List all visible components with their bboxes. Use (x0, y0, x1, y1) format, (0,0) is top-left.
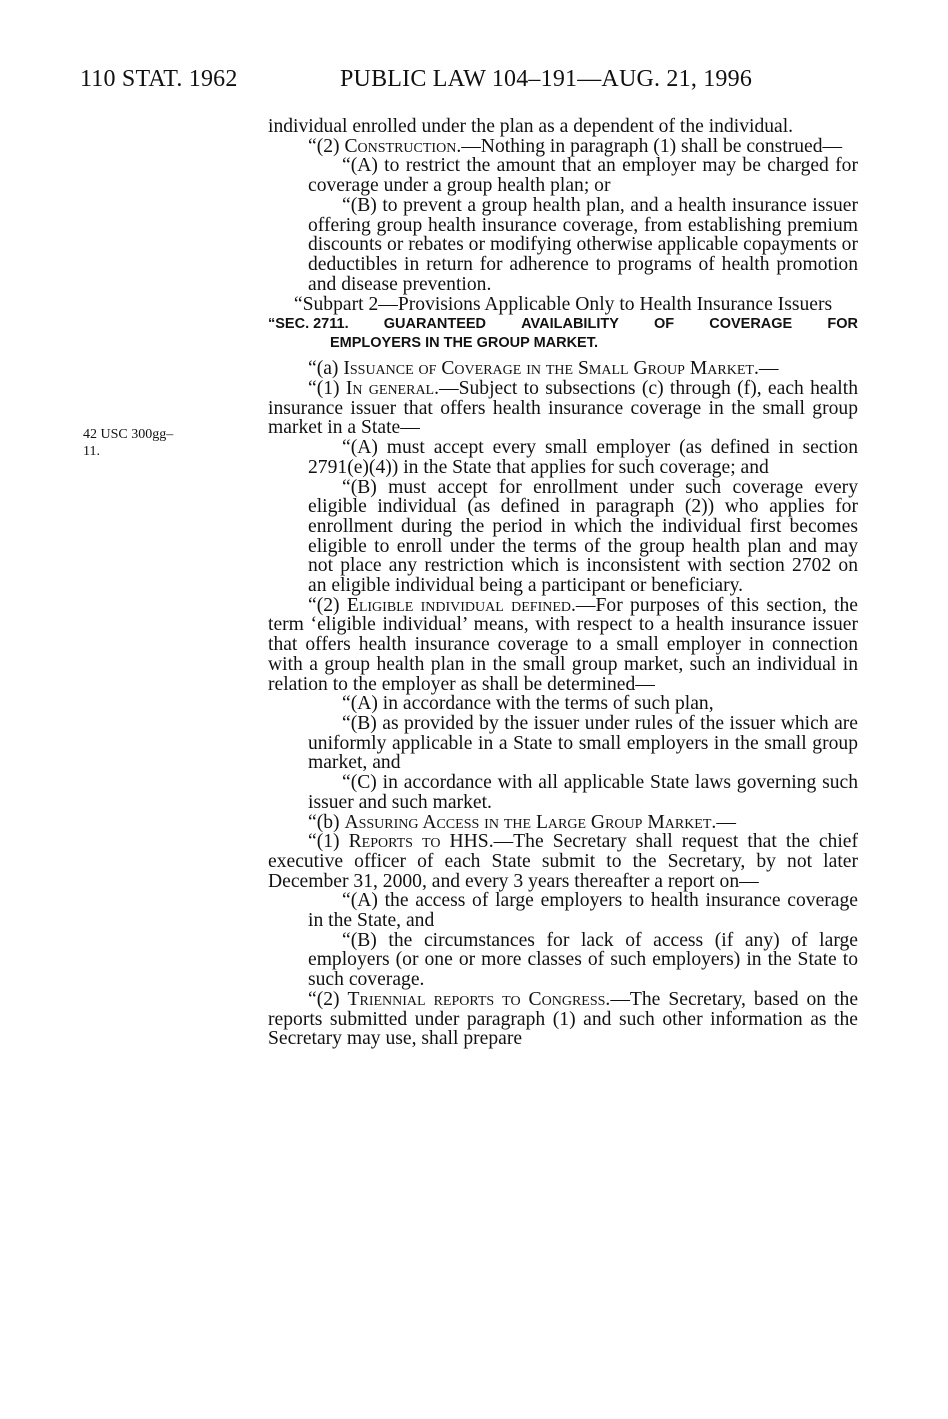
subsection-b-lead: “(b) (308, 811, 345, 833)
public-law-citation: PUBLIC LAW 104–191—AUG. 21, 1996 (340, 66, 753, 92)
margin-citation (83, 426, 213, 460)
margin-citation-line-1: 42 USC 300gg– (83, 427, 174, 442)
paragraph-a1-text: .—Subject to subsections (c) through (f), each health insurance issuer that offers health insurance coverage in the small group market in a State— (268, 378, 858, 439)
section-heading-line-2: EMPLOYERS IN THE GROUP MARKET. (330, 335, 599, 352)
subsection-b-dash: .— (711, 811, 736, 833)
paragraph-2-construction (268, 137, 858, 157)
paragraph-b1-heading: Reports to HHS (348, 831, 489, 853)
paragraph-b2-text: .—The Secretary, based on the reports submitted under paragraph (1) and such other information as the Secretary may use, shall prepare (268, 988, 859, 1050)
paragraph-2-lead: “(2) (308, 135, 345, 157)
paragraph-a1-items (268, 438, 858, 596)
subparagraph-a2a: “(A) in accordance with the terms of such plan, (342, 693, 714, 715)
section-word-guaranteed: GUARANTEED (383, 316, 487, 333)
subsection-a-heading (268, 359, 858, 379)
section-heading (268, 315, 858, 353)
paragraph-a1-lead: “(1) (308, 378, 346, 400)
paragraph-2-heading: Construction (344, 135, 457, 157)
paragraph-b1-lead: “(1) (308, 831, 349, 853)
section-word-for: FOR (827, 316, 858, 333)
paragraph-a2 (268, 596, 858, 695)
paragraph-b2-heading: Triennial reports to Congress (347, 988, 606, 1010)
subparagraph-2b: “(B) to prevent a group health plan, and a health insurance issuer offering group health insurance coverage, from establishing premium discounts or rebates or modifying otherwise applicable copayments or deductibles in return for adherence to programs of health promotion and disease prevention. (308, 194, 858, 295)
subparagraph-a1b: “(B) must accept for enrollment under such coverage every eligible individual (as defined in paragraph (2)) who applies for enrollment during the period in which the individual first becomes eligible to enroll under the terms of the group health plan and may not place any restriction which is inconsistent with section 2702 on an eligible individual being a participant or beneficiary. (308, 476, 858, 597)
margin-citation-line-2: 11. (83, 444, 100, 459)
paragraph-a1 (268, 379, 858, 438)
section-heading-line-1 (268, 315, 858, 334)
paragraph-b1-items (268, 891, 858, 990)
subsection-b-heading (268, 813, 858, 833)
subparagraph-a1a: “(A) must accept every small employer (as defined in section 2791(e)(4)) in the State that applies for such coverage; and (308, 437, 858, 478)
section-word-availability: AVAILABILITY (521, 316, 619, 333)
subparagraph-b1a: “(A) the access of large employers to health insurance coverage in the State, and (308, 890, 858, 932)
paragraph-b1 (268, 832, 858, 891)
paragraph-continuation: individual enrolled under the plan as a dependent of the individual. (268, 116, 794, 137)
subsection-a-lead: “(a) (308, 358, 344, 380)
paragraph-a2-text: .—For purposes of this section, the term ‘eligible individual’ means, with respect to a health insurance issuer that offers health insurance coverage to a small employer in connection with a group health plan in the small group market, such an individual in relation to the employer as shall be determined— (268, 594, 858, 695)
paragraph-a1-heading: In general (345, 378, 435, 400)
paragraph-a2-items (268, 694, 858, 812)
subsection-a-title: Issuance of Coverage in the Small Group Market (343, 358, 754, 380)
statute-body (268, 117, 858, 1049)
paragraph-a2-lead: “(2) (308, 594, 347, 616)
section-word-of: OF (653, 316, 675, 333)
paragraph-2-items (268, 156, 858, 294)
subsection-b-title: Assuring Access in the Large Group Market (344, 811, 712, 833)
subpart-heading: “Subpart 2—Provisions Applicable Only to Health Insurance Issuers (293, 294, 833, 316)
statute-page-number: 110 STAT. 1962 (80, 66, 238, 92)
subsection-a-dash: .— (753, 358, 779, 380)
paragraph-b1-text: .—The Secretary shall request that the chief executive officer of each State submit to the Secretary, by not later December 31, 2000, and every 3 years thereafter a report on— (268, 831, 858, 892)
subparagraph-a2b: “(B) as provided by the issuer under rules of the issuer which are uniformly applicable in a State to small employers in the small group market, and (308, 712, 858, 774)
paragraph-b2 (268, 990, 858, 1049)
paragraph-a2-heading: Eligible individual defined (346, 594, 572, 616)
paragraph-b2-lead: “(2) (308, 988, 348, 1010)
subparagraph-b1b: “(B) the circumstances for lack of access (if any) of large employers (or one or more classes of such employers) in the State to such coverage. (308, 929, 858, 991)
subparagraph-a2c: “(C) in accordance with all applicable State laws governing such issuer and such market. (308, 772, 858, 813)
subparagraph-2a: “(A) to restrict the amount that an employer may be charged for coverage under a group health plan; or (308, 155, 858, 197)
paragraph-2-text: .—Nothing in paragraph (1) shall be construed— (456, 135, 843, 157)
section-word-coverage: COVERAGE (709, 316, 793, 333)
section-number: “SEC. 2711. (268, 316, 349, 333)
